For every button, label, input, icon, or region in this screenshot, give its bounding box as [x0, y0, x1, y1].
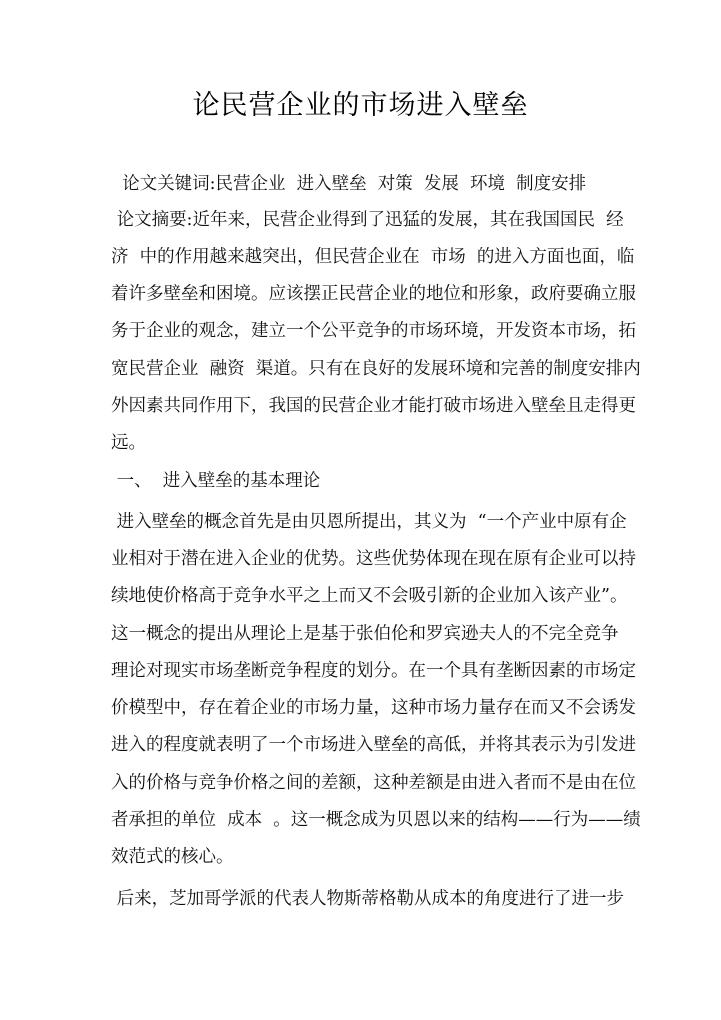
paragraph-line: 后来，芝加哥学派的代表人物斯蒂格勒从成本的角度进行了进一步 — [111, 889, 625, 909]
paragraph-line: 效范式的核心。 — [111, 847, 234, 867]
abstract-line: 务于企业的观念，建立一个公平竞争的市场环境，开发资本市场，拓 — [111, 321, 636, 341]
paragraph-line: 续地使价格高于竞争水平之上而又不会吸引新的企业加入该产业”。 — [111, 586, 628, 606]
abstract-line: 外因素共同作用下，我国的民营企业才能打破市场进入壁垒且走得更 — [111, 396, 636, 416]
section-heading: 一、 进入壁垒的基本理论 — [111, 471, 321, 491]
paragraph-line: 者承担的单位 成本 。这一概念成为贝恩以来的结构——行为——绩 — [111, 810, 641, 830]
abstract-line: 济 中的作用越来越突出，但民营企业在 市场 的进入方面也面，临 — [111, 247, 635, 267]
page-title: 论民营企业的市场进入壁垒 — [192, 90, 529, 121]
abstract-line: 宽民营企业 融资 渠道。只有在良好的发展环境和完善的制度安排内 — [111, 359, 641, 379]
keywords-line: 论文关键词:民营企业 进入壁垒 对策 发展 环境 制度安排 — [111, 174, 587, 194]
abstract-line: 远。 — [111, 433, 146, 453]
paragraph-line: 这一概念的提出从理论上是基于张伯伦和罗宾逊夫人的不完全竞争 — [111, 624, 619, 644]
paragraph-line: 业相对于潜在进入企业的优势。这些优势体现在现在原有企业可以持 — [111, 549, 636, 569]
paragraph-line: 入的价格与竞争价格之间的差额，这种差额是由进入者而不是由在位 — [111, 773, 636, 793]
abstract-line: 论文摘要:近年来，民营企业得到了迅猛的发展，其在我国国民 经 — [111, 210, 624, 230]
abstract-line: 着许多壁垒和困境。应该摆正民营企业的地位和形象，政府要确立服 — [111, 284, 636, 304]
paragraph-line: 理论对现实市场垄断竞争程度的划分。在一个具有垄断因素的市场定 — [111, 661, 636, 681]
paragraph-line: 进入的程度就表明了一个市场进入壁垒的高低，并将其表示为引发进 — [111, 735, 636, 755]
paragraph-line: 价模型中，存在着企业的市场力量，这种市场力量存在而又不会诱发 — [111, 698, 636, 718]
paragraph-line: 进入壁垒的概念首先是由贝恩所提出，其义为 “一个产业中原有企 — [111, 512, 627, 532]
